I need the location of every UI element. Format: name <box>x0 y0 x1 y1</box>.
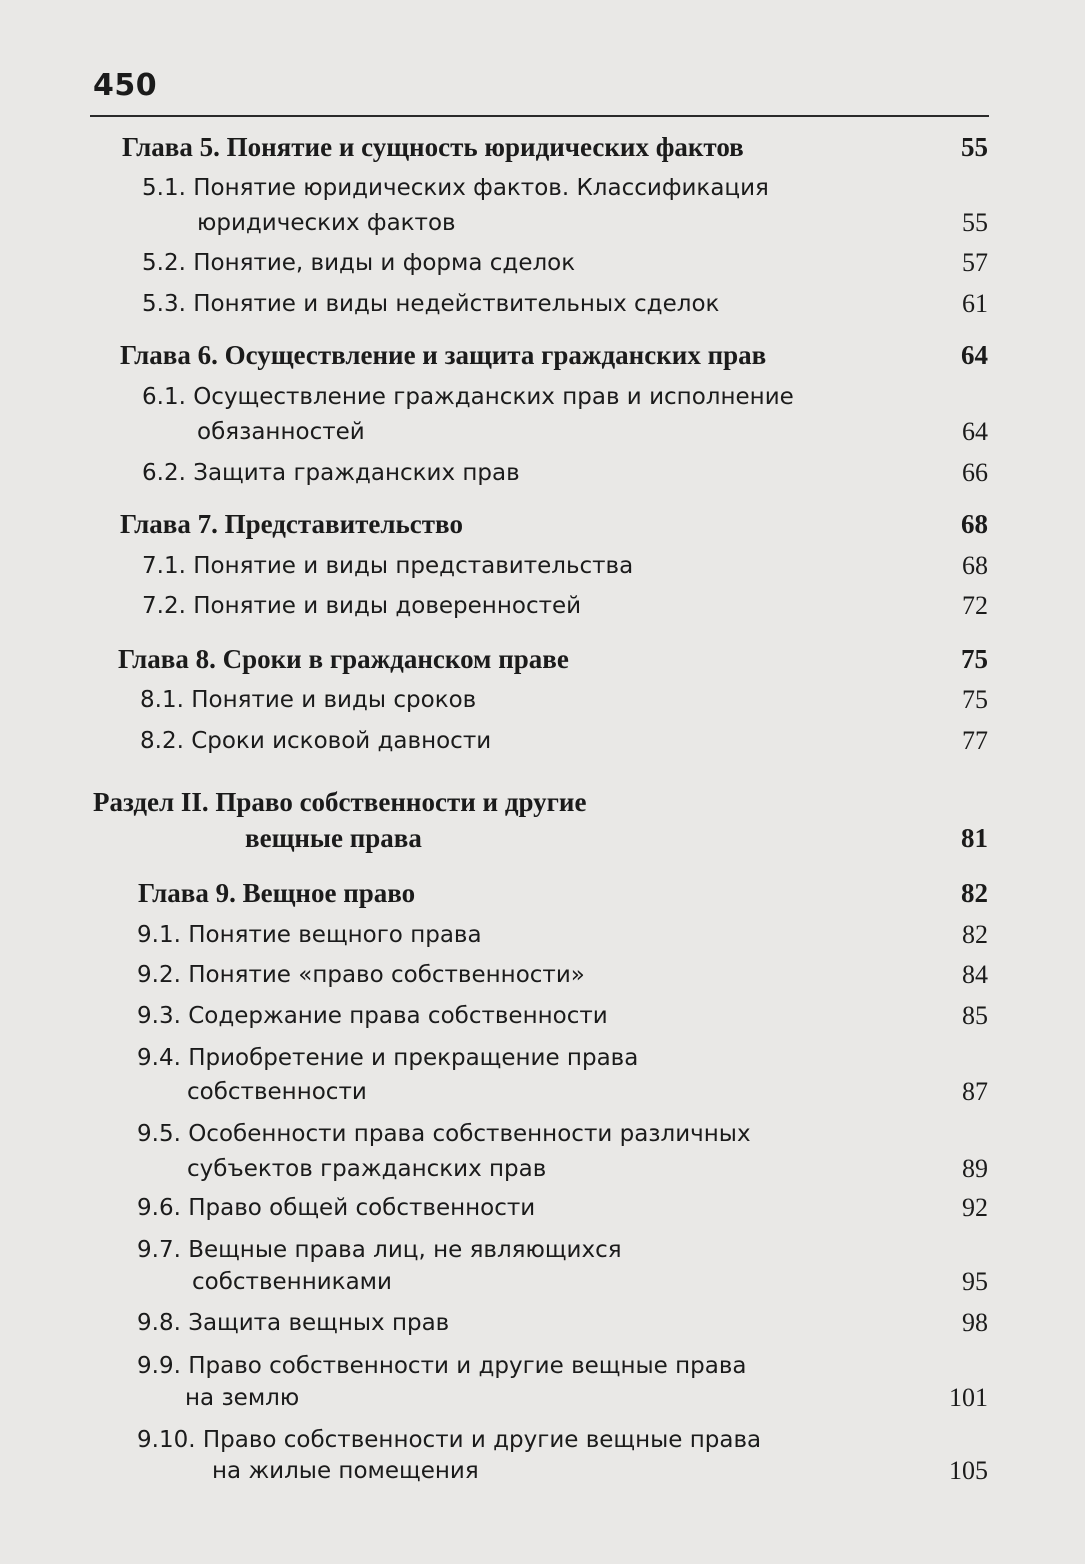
toc-page: 55 <box>962 208 988 237</box>
toc-title: 5.2. Понятие, виды и форма сделок <box>142 250 576 276</box>
toc-title: на землю <box>185 1385 300 1411</box>
toc-page: 66 <box>962 458 988 487</box>
toc-title: 7.1. Понятие и виды представительства <box>142 553 634 579</box>
page-number: 450 <box>93 68 158 103</box>
toc-title: Глава 7. Представительство <box>120 509 463 539</box>
toc-title: 8.1. Понятие и виды сроков <box>140 687 477 713</box>
toc-page: 64 <box>961 340 988 370</box>
toc-title: 9.4. Приобретение и прекращение права <box>137 1045 639 1071</box>
toc-page: 61 <box>962 289 988 318</box>
toc-title: 9.2. Понятие «право собственности» <box>137 962 585 988</box>
toc-title: юридических фактов <box>197 210 456 236</box>
toc-title: 9.3. Содержание права собственности <box>137 1003 608 1029</box>
toc-title: Глава 8. Сроки в гражданском праве <box>118 644 569 674</box>
toc-title: 9.6. Право общей собственности <box>137 1195 536 1221</box>
toc-page: 85 <box>962 1001 988 1030</box>
toc-title: 6.2. Защита гражданских прав <box>142 460 520 486</box>
toc-page: 98 <box>962 1308 988 1337</box>
toc-title: Глава 6. Осуществление и защита гражданских прав <box>120 340 767 370</box>
toc-page: 84 <box>962 960 988 989</box>
toc-title: Глава 9. Вещное право <box>138 878 416 908</box>
toc-title: 9.8. Защита вещных прав <box>137 1310 450 1336</box>
toc-page: 89 <box>962 1154 988 1183</box>
header-rule <box>90 115 989 117</box>
toc-page: 81 <box>961 823 988 853</box>
toc-page: 64 <box>962 417 988 446</box>
toc-page: 105 <box>949 1456 988 1485</box>
toc-title: вещные права <box>245 823 422 853</box>
toc-page: 101 <box>949 1383 988 1412</box>
toc-title: 8.2. Сроки исковой давности <box>140 728 492 754</box>
toc-title: собственниками <box>192 1269 392 1295</box>
toc-title: Глава 5. Понятие и сущность юридических фактов <box>122 132 744 162</box>
toc-page: 75 <box>962 685 988 714</box>
toc-title: субъектов гражданских прав <box>187 1156 547 1182</box>
toc-title: 9.5. Особенности права собственности различных <box>137 1121 751 1147</box>
toc-page: 57 <box>962 248 988 277</box>
toc-page: 95 <box>962 1267 988 1296</box>
toc-page: 55 <box>961 132 988 162</box>
toc-title: 5.3. Понятие и виды недействительных сделок <box>142 291 720 317</box>
toc-title: собственности <box>187 1079 367 1105</box>
toc-title: 9.10. Право собственности и другие вещные права <box>137 1427 762 1453</box>
toc-page: 87 <box>962 1077 988 1106</box>
toc-title: 6.1. Осуществление гражданских прав и исполнение <box>142 384 794 410</box>
toc-page: 77 <box>962 726 988 755</box>
toc-page: 68 <box>962 551 988 580</box>
toc-page: 82 <box>962 920 988 949</box>
toc-title: 5.1. Понятие юридических фактов. Классификация <box>142 175 769 201</box>
toc-title: 7.2. Понятие и виды доверенностей <box>142 593 582 619</box>
toc-title: Раздел II. Право собственности и другие <box>93 787 587 817</box>
toc-page: 72 <box>962 591 988 620</box>
toc-page: 82 <box>961 878 988 908</box>
toc-page: 92 <box>962 1193 988 1222</box>
toc-title: 9.9. Право собственности и другие вещные права <box>137 1353 747 1379</box>
toc-title: на жилые помещения <box>212 1458 479 1484</box>
toc-title: 9.1. Понятие вещного права <box>137 922 482 948</box>
toc-title: 9.7. Вещные права лиц, не являющихся <box>137 1237 622 1263</box>
toc-page: 68 <box>961 509 988 539</box>
toc-page: 75 <box>961 644 988 674</box>
toc-title: обязанностей <box>197 419 365 445</box>
